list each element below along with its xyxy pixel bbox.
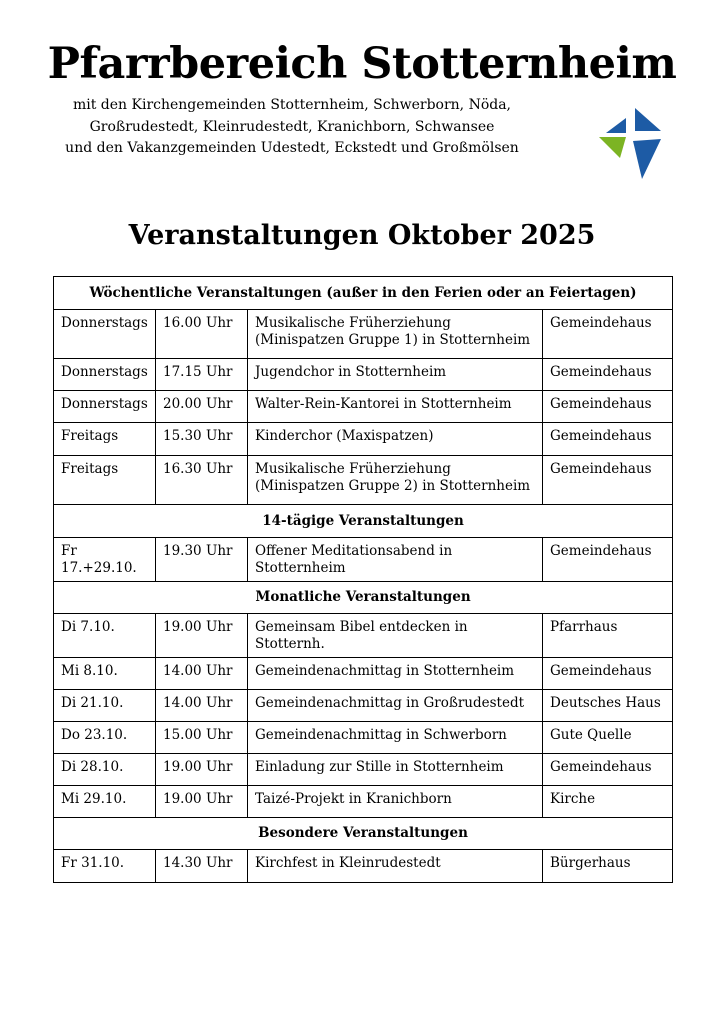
- event-location: Gemeindehaus: [543, 754, 673, 786]
- section-label: 14-tägige Veranstaltungen: [54, 505, 673, 538]
- event-day: Fr 17.+29.10.: [54, 538, 156, 582]
- event-day: Di 7.10.: [54, 614, 156, 658]
- event-time: 19.00 Uhr: [156, 614, 248, 658]
- table-row: [54, 456, 673, 505]
- event-time: 19.30 Uhr: [156, 538, 248, 582]
- event-time: 15.00 Uhr: [156, 722, 248, 754]
- event-time: 17.15 Uhr: [156, 359, 248, 391]
- section-row: [54, 582, 673, 614]
- event-description: Taizé-Projekt in Kranichborn: [248, 786, 543, 818]
- logo-triangle-bottom-left: [599, 137, 626, 158]
- ekm-cross-logo: [597, 106, 669, 182]
- table-row: [54, 658, 673, 690]
- event-day: Fr 31.10.: [54, 850, 156, 883]
- event-day: Di 28.10.: [54, 754, 156, 786]
- subtitle-line: mit den Kirchengemeinden Stotternheim, Schwerborn, Nöda,: [72, 97, 512, 113]
- event-description: Kirchfest in Kleinrudestedt: [248, 850, 543, 883]
- event-time: 14.00 Uhr: [156, 690, 248, 722]
- section-row: [54, 277, 673, 310]
- event-time: 14.30 Uhr: [156, 850, 248, 883]
- logo-triangle-top-right: [635, 108, 661, 131]
- table-row: [54, 754, 673, 786]
- event-description: Gemeindenachmittag in Schwerborn: [248, 722, 543, 754]
- table-row: [54, 722, 673, 754]
- event-day: Freitags: [54, 456, 156, 505]
- event-day: Donnerstags: [54, 391, 156, 423]
- event-location: Kirche: [543, 786, 673, 818]
- logo-triangle-bottom-right: [633, 139, 661, 179]
- section-label: Besondere Veranstaltungen: [54, 818, 673, 850]
- table-row: [54, 310, 673, 359]
- event-location: Deutsches Haus: [543, 690, 673, 722]
- section-row: [54, 505, 673, 538]
- event-day: Do 23.10.: [54, 722, 156, 754]
- table-row: [54, 359, 673, 391]
- section-label: Monatliche Veranstaltungen: [54, 582, 673, 614]
- event-day: Mi 29.10.: [54, 786, 156, 818]
- event-day: Donnerstags: [54, 359, 156, 391]
- table-row: [54, 538, 673, 582]
- event-location: Pfarrhaus: [543, 614, 673, 658]
- subtitle-line: Großrudestedt, Kleinrudestedt, Kranichborn, Schwansee: [89, 118, 495, 135]
- events-heading: Veranstaltungen Oktober 2025: [128, 220, 596, 251]
- section-label: Wöchentliche Veranstaltungen (außer in den Ferien oder an Feiertagen): [54, 277, 673, 310]
- event-description: Offener Meditationsabend in Stotternheim: [248, 538, 543, 582]
- event-day: Freitags: [54, 423, 156, 456]
- table-row: [54, 786, 673, 818]
- event-time: 16.00 Uhr: [156, 310, 248, 359]
- event-location: Gemeindehaus: [543, 310, 673, 359]
- event-description: Musikalische Früherziehung (Minispatzen Gruppe 2) in Stotternheim: [248, 456, 543, 505]
- event-day: Donnerstags: [54, 310, 156, 359]
- table-row: [54, 423, 673, 456]
- event-time: 20.00 Uhr: [156, 391, 248, 423]
- event-time: 14.00 Uhr: [156, 658, 248, 690]
- event-location: Gemeindehaus: [543, 359, 673, 391]
- event-time: 15.30 Uhr: [156, 423, 248, 456]
- table-row: [54, 614, 673, 658]
- events-table: [53, 276, 673, 883]
- event-day: Mi 8.10.: [54, 658, 156, 690]
- event-location: Gemeindehaus: [543, 456, 673, 505]
- table-row: [54, 850, 673, 883]
- event-time: 16.30 Uhr: [156, 456, 248, 505]
- table-row: [54, 391, 673, 423]
- event-description: Kinderchor (Maxispatzen): [248, 423, 543, 456]
- event-location: Gemeindehaus: [543, 538, 673, 582]
- event-location: Gemeindehaus: [543, 391, 673, 423]
- event-description: Musikalische Früherziehung (Minispatzen Gruppe 1) in Stotternheim: [248, 310, 543, 359]
- event-description: Einladung zur Stille in Stotternheim: [248, 754, 543, 786]
- table-row: [54, 690, 673, 722]
- logo-triangle-top-left: [606, 118, 626, 133]
- subtitle: [0, 95, 584, 160]
- event-location: Gemeindehaus: [543, 658, 673, 690]
- event-location: Gemeindehaus: [543, 423, 673, 456]
- event-description: Jugendchor in Stotternheim: [248, 359, 543, 391]
- event-description: Gemeindenachmittag in Großrudestedt: [248, 690, 543, 722]
- page-title: Pfarrbereich Stotternheim: [47, 39, 677, 89]
- event-day: Di 21.10.: [54, 690, 156, 722]
- subtitle-line: und den Vakanzgemeinden Udestedt, Eckstedt und Großmölsen: [65, 140, 519, 156]
- event-description: Gemeinsam Bibel entdecken in Stotternh.: [248, 614, 543, 658]
- event-time: 19.00 Uhr: [156, 786, 248, 818]
- event-location: Bürgerhaus: [543, 850, 673, 883]
- section-row: [54, 818, 673, 850]
- event-description: Gemeindenachmittag in Stotternheim: [248, 658, 543, 690]
- event-location: Gute Quelle: [543, 722, 673, 754]
- event-description: Walter-Rein-Kantorei in Stotternheim: [248, 391, 543, 423]
- event-time: 19.00 Uhr: [156, 754, 248, 786]
